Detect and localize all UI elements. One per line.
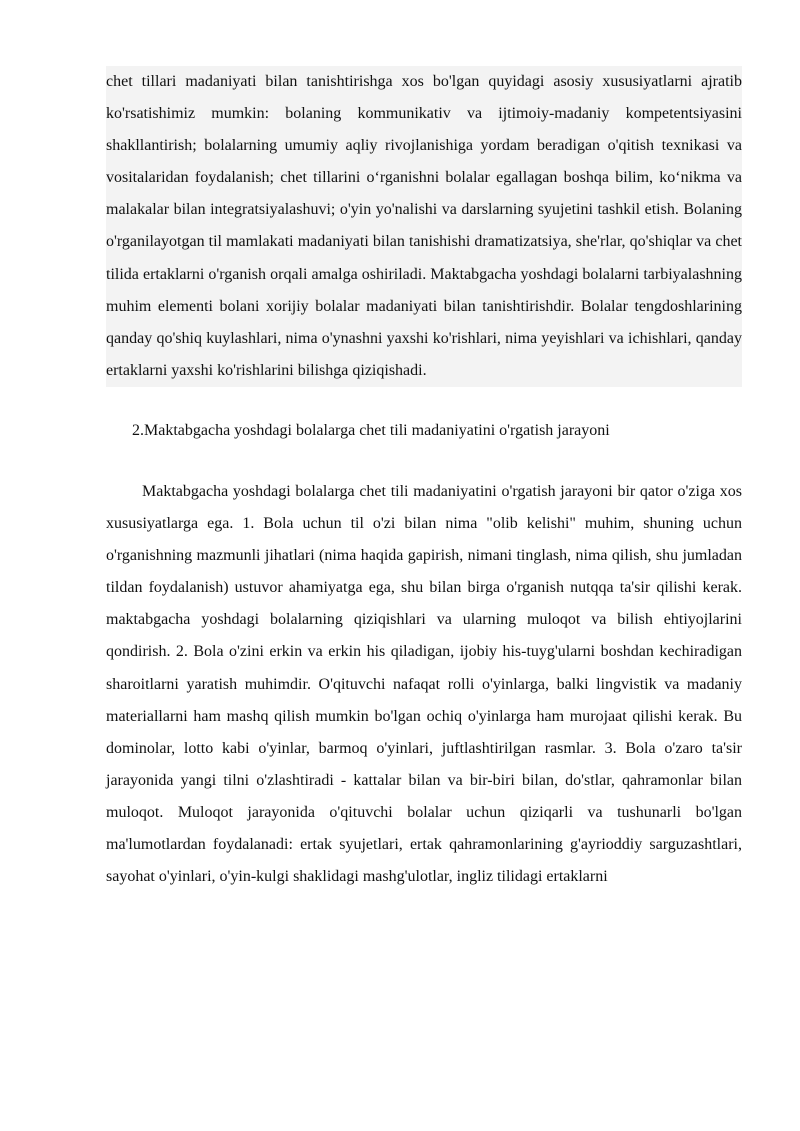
document-page — [106, 66, 742, 893]
section-heading: 2.Maktabgacha yoshdagi bolalarga chet tili madaniyatini o'rgatish jarayoni — [132, 421, 610, 439]
body-paragraph: Maktabgacha yoshdagi bolalarga chet tili madaniyatini o'rgatish jarayoni bir qator o'ziga xos xususiyatlarga ega. 1. Bola uchun til o'zi bilan nima "olib kelishi" muhim, shuning uchun o'rganishning mazmunli jihatlari (nima haqida gapirish, nimani tinglash, nima qilish, shu jumladan tildan foydalanish) ustuvor ahamiyatga ega, shu bilan birga o'rganish nutqqa ta'sir qilishi kerak. maktabgacha yoshdagi bolalarning qiziqishlari va ularning muloqot va bilish ehtiyojlarini qondirish. 2. Bola o'zini erkin va erkin his qiladigan, ijobiy his-tuyg'ularni boshdan kechiradigan sharoitlarni yaratish muhimdir. O'qituvchi nafaqat rolli o'yinlarga, balki lingvistik va madaniy materiallarni ham mashq qilish mumkin bo'lgan ochiq o'yinlarga ham murojaat qilishi kerak. Bu dominolar, lotto kabi o'yinlar, barmoq o'yinlari, juftlashtirilgan rasmlar. 3. Bola o'zaro ta'sir jarayonida yangi tilni o'zlashtiradi - kattalar bilan va bir-biri bilan, do'stlar, qahramonlar bilan muloqot. Muloqot jarayonida o'qituvchi bolalar uchun qiziqarli va tushunarli bo'lgan ma'lumotlardan foydalanadi: ertak syujetlari, ertak qahramonlarining g'ayrioddiy sarguzashtlari, sayohat o'yinlari, o'yin-kulgi shaklidagi mashg'ulotlar, ingliz tilidagi ertaklarni — [106, 476, 742, 893]
body-paragraph: chet tillari madaniyati bilan tanishtirishga xos bo'lgan quyidagi asosiy xususiyatlarni ajratib ko'rsatishimiz mumkin: bolaning kommunikativ va ijtimoiy-madaniy kompetentsiyasini shakllantirish; bolalarning umumiy aqliy rivojlanishiga yordam beradigan o'qitish texnikasi va vositalaridan foydalanish; chet tillarini o‘rganishni bolalar egallagan boshqa bilim, ko‘nikma va malakalar bilan integratsiyalashuvi; o'yin yo'nalishi va darslarning syujetini tashkil etish. Bolaning o'rganilayotgan til mamlakati madaniyati bilan tanishishi dramatizatsiya, she'rlar, qo'shiqlar va chet tilida ertaklarni o'rganish orqali amalga oshiriladi. Maktabgacha yoshdagi bolalarni tarbiyalashning muhim elementi bolani xorijiy bolalar madaniyati bilan tanishtirishdir. Bolalar tengdoshlarining qanday qo'shiq kuylashlari, nima o'ynashni yaxshi ko'rishlari, nima yeyishlari va ichishlari, qanday ertaklarni yaxshi ko'rishlarini bilishga qiziqishadi. — [106, 66, 742, 387]
